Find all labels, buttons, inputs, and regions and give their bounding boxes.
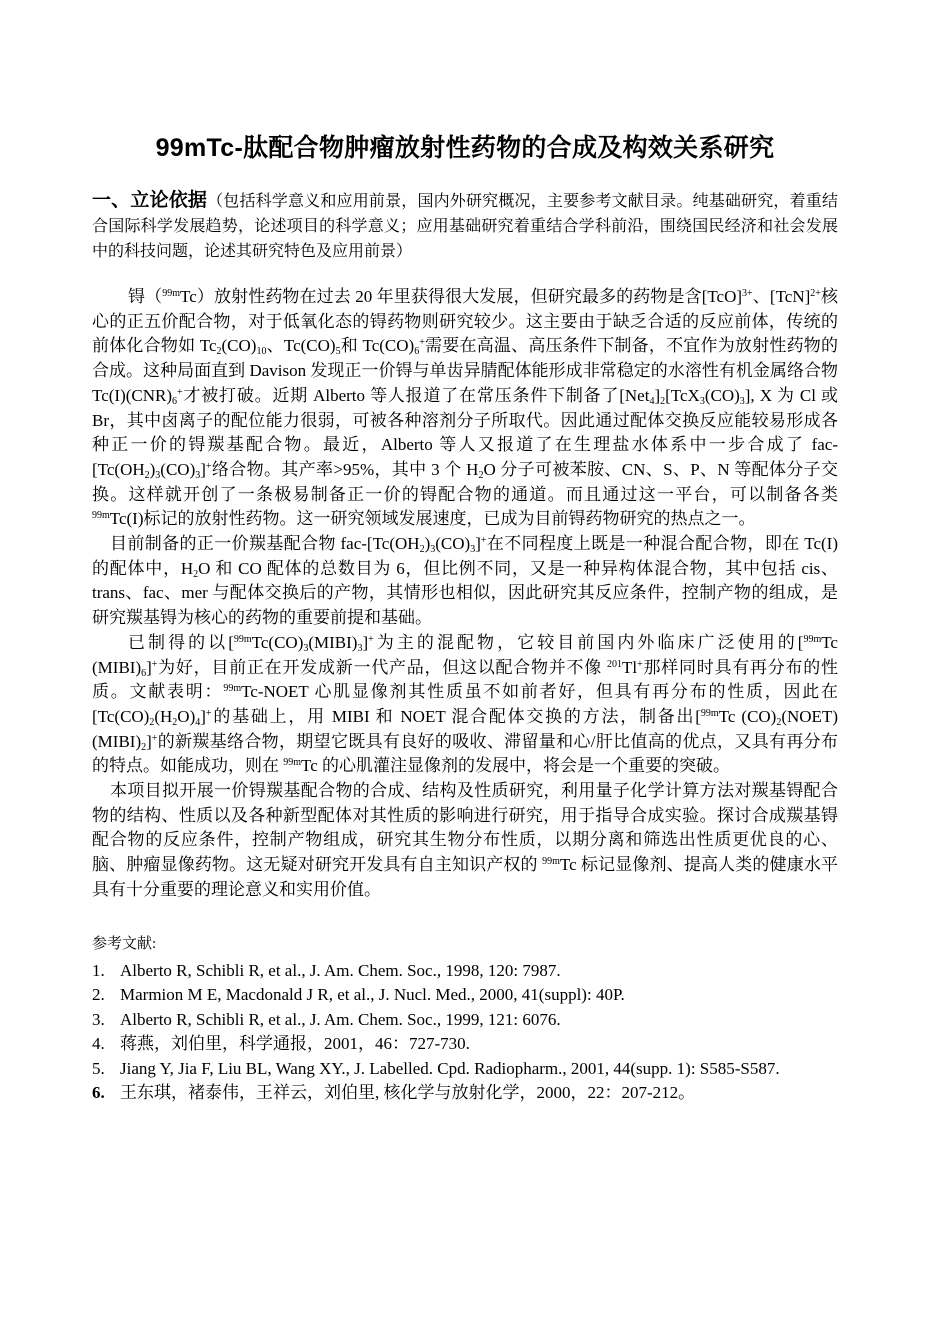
superscript: 99m [700,707,719,719]
text-run: O) [177,706,196,726]
text-run: 本项目拟开展一价锝羰基配合物的合成、结构及性质研究，利用量子化学计算方法对羰基锝配合物的结构、性质以及各种新型配体对其性质的影响进行研究，用于指导合成实验。探讨合成羰基锝配合物的反应条件，控制产物组成，研究其生物分布性质，以期分离和筛选出性质更优良的心、脑、肿瘤显像药物。这无疑对研究开发具有自主知识产权的 [92,781,838,875]
text-run: O 和 CO 配体的总数目为 6，但比例不同，又是一种异构体混合物，其中包括 cis、trans、fac、mer 与配体交换后的产物，其情形也相似，因此研究其反应条件，控制产物的组成，是研究羰基锝为核心的药物的重要前提和基础。 [92,558,838,628]
superscript: 99m [283,757,302,769]
superscript: 99m [92,510,110,522]
text-run: Tc (CO) [718,706,777,726]
reference-number: 2. [92,985,105,1005]
text-run: 那样同时具有再分布的性质。文献表明： [92,657,839,702]
superscript: + [205,460,212,472]
text-run: ] [475,534,481,554]
superscript: + [419,337,425,349]
text-run: Tc-NOET 心肌显像剂其性质虽不如前者好，但具有再分布的性质，因此在[Tc(CO) [92,682,838,726]
text-run: Tc 的心肌灌注显像剂的发展中，将会是一个重要的突破。 [301,756,731,776]
text-run: Tc 标记显像剂、提高人类的健康水平具有十分重要的理论意义和实用价值。 [92,855,838,899]
subscript: 10 [256,346,267,358]
subscript: 2 [141,741,147,753]
text-run: 、[TcN] [752,287,811,306]
subscript: 2 [193,568,199,580]
text-run: Tc）放射性药物在过去 20 年里获得很大发展，但研究最多的药物是含[TcO] [180,287,743,306]
reference-number: 3. [92,1009,105,1029]
text-run: (CO) [221,336,257,356]
paragraph-1 [92,285,838,532]
paragraph-3 [92,631,838,779]
reference-item [92,1081,838,1106]
subscript: 5 [335,346,341,358]
subscript: 3 [430,544,436,556]
superscript: 3+ [742,288,753,299]
reference-item [92,983,838,1008]
text-run: 在不同程度上既是一种混合配合物，即在 Tc(I)的配体中，H [92,534,839,578]
subscript: 3 [699,395,705,407]
subscript: 6 [141,667,147,679]
text-run: 、Tc(CO) [266,336,336,356]
subscript: 3 [195,469,201,481]
reference-number: 4. [92,1034,105,1054]
text-run: ) [424,534,431,554]
text-run: 锝（ [128,287,163,306]
text-run: 为主的混配物，它较目前国内外临床广泛使用的[ [373,632,804,652]
subscript: 2 [172,716,178,728]
subscript: 4 [195,716,201,728]
superscript: + [151,658,158,670]
text-run: 需要在高温、高压条件下制备，不宜作为放射性药物的合成。这种局面直到 Davison 发现正一价锝与单齿异腈配体能形成非常稳定的水溶性有机金属络合物 Tc(I)(CNR) [92,336,839,405]
subscript: 6 [172,395,178,407]
text-run: 核心的正五价配合物，对于低氧化态的锝药物则研究较少。这主要由于缺乏合适的反应前体，传统的前体化合物如 Tc [92,287,839,356]
superscript: + [151,732,158,744]
text-run: Tc(CO) [251,632,304,652]
subscript: 2 [216,346,222,358]
text-run: 目前制备的正一价羰基配合物 fac-[Tc(OH [110,534,420,554]
subscript: 2 [144,469,150,481]
references-title: 参考文献: [92,935,157,952]
basis-section [92,188,838,264]
subscript: 4 [649,395,655,407]
paragraph-4 [92,779,838,903]
text-run: ] [200,706,206,726]
superscript: + [205,707,212,719]
document-page [92,128,838,1106]
text-run: (CO) [435,534,471,554]
text-run: Tc (MIBI) [92,632,838,677]
subscript: 2 [478,469,484,481]
superscript: 201 [606,658,622,670]
reference-list [92,959,838,1106]
reference-item [92,1057,838,1082]
text-run: 才被打破。近期 Alberto 等人报道了在常压条件下制备了[Net [182,385,650,405]
reference-item [92,1008,838,1033]
text-run: 的基础上，用 MIBI 和 NOET 混合配体交换的方法，制备出[ [211,706,701,726]
text-run: (NOET) (MIBI) [92,706,838,751]
text-run: Tl [621,657,638,677]
text-run: ] [146,731,152,751]
superscript: + [177,386,183,398]
superscript: + [480,535,487,547]
subscript: 2 [149,716,155,728]
reference-text: Jiang Y, Jia F, Liu BL, Wang XY., J. Labelled. Cpd. Radiopharm., 2001, 44(supp. 1): S585-S587. [120,1058,780,1078]
subscript: 6 [414,346,420,358]
text-run: [TcX [665,385,700,405]
reference-number: 5. [92,1058,105,1078]
text-run: (H [154,706,173,726]
text-run: ], X 为 Cl 或 Br，其中卤离子的配位能力很弱，可被各种溶剂分子所取代。因此通过配体交换反应能较易形成各种正一价的锝羰基配合物。最近，Alberto 等人又报道了在生理盐水体系中一步合成了 fac-[Tc(OH [92,385,839,479]
subscript: 3 [155,469,161,481]
subscript: 2 [776,716,782,728]
text-run: 为好，目前正在开发成新一代产品，但这以配合物并不像 [157,657,607,677]
text-run: ) [149,459,156,479]
text-run: ] [654,385,661,405]
text-run: Tc(I)标记的放射性药物。这一研究领域发展速度，已成为目前锝药物研究的热点之一。 [109,509,756,529]
text-run: (MIBI) [308,632,358,652]
reference-text: Alberto R, Schibli R, et al., J. Am. Chem. Soc., 1998, 120: 7987. [120,960,561,980]
superscript: + [637,658,643,670]
superscript: 2+ [810,288,821,299]
superscript: + [368,633,374,645]
section-heading: 一、立论依据 [92,190,208,211]
superscript: 99m [162,288,181,299]
reference-text: 王东琪，褚泰伟，王祥云，刘伯里, 核化学与放射化学，2000，22：207-212。 [120,1083,696,1103]
subscript: 2 [419,544,425,556]
reference-item [92,1032,838,1057]
text-run: O 分子可被苯胺、CN、S、P、N 等配体分子交换。这样就开创了一条极易制备正一价的锝配合物的通道。而且通过这一平台，可以制备各类 [92,459,839,504]
text-run: 的新羰基络合物，期望它既具有良好的吸收、滞留量和心/肝比值高的优点，又具有再分布的特点。如能成功，则在 [92,731,838,776]
paragraph-2 [92,532,838,631]
reference-item [92,959,838,984]
text-run: (CO) [704,385,740,405]
document-title: 99mTc-肽配合物肿瘤放射性药物的合成及构效关系研究 [155,134,775,162]
text-run: ] [146,657,152,677]
superscript: 99m [803,633,822,645]
reference-number: 1. [92,960,105,980]
text-run: ] [362,632,369,652]
text-run: (CO) [160,459,196,479]
subscript: 2 [660,395,666,407]
superscript: 99m [542,856,560,868]
reference-text: Alberto R, Schibli R, et al., J. Am. Chem. Soc., 1999, 121: 6076. [120,1009,561,1029]
text-run: 和 Tc(CO) [340,336,415,356]
text-run: 已制得的以[ [128,632,234,652]
subscript: 3 [303,642,309,654]
reference-text: Marmion M E, Macdonald J R, et al., J. Nucl. Med., 2000, 41(suppl): 40P. [120,985,625,1005]
section-note: （包括科学意义和应用前景，国内外研究概况，主要参考文献目录。纯基础研究，着重结合国际科学发展趋势，论述项目的科学意义；应用基础研究着重结合学科前沿，围绕国民经济和社会发展中的科技问题，论述其研究特色及应用前景） [92,193,838,260]
subscript: 3 [357,642,363,654]
superscript: 99m [223,683,242,695]
text-run: ] [200,459,206,479]
reference-text: 蒋燕，刘伯里，科学通报，2001，46：727-730. [120,1034,470,1054]
text-run: 络合物。其产率>95%，其中 3 个 H [211,459,479,479]
superscript: 99m [233,633,252,645]
subscript: 3 [470,544,476,556]
subscript: 3 [739,395,745,407]
reference-number: 6. [92,1083,105,1103]
